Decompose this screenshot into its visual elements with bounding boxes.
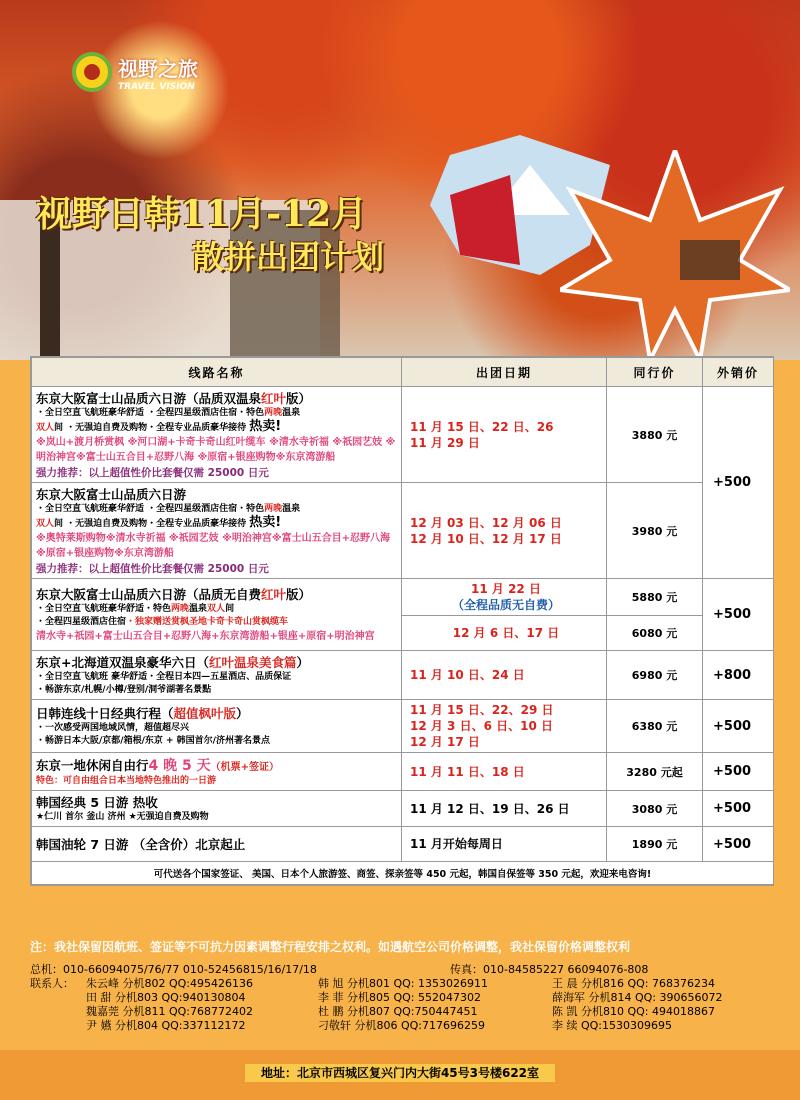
retail-price: +800 [703,651,774,700]
route-title-highlight: 红叶 [261,391,287,406]
date-note: （全程品质无自费） [451,598,560,612]
route-cell [32,483,402,579]
trade-price: 6380 元 [607,700,703,753]
trade-price: 3880 元 [607,387,703,483]
route-cell [32,387,402,483]
route-title-highlight: 4 晚 5 天 [148,758,211,774]
address-text: 地址：北京市西城区复兴门内大街45号3号楼622室 [245,1064,555,1082]
route-feature-highlight: 两晚 [171,604,190,614]
col-header-retail-price: 外销价 [703,358,774,387]
route-feature: ・全日空直飞航班豪华舒适 ・全程四星级酒店住宿・特色 [36,408,265,418]
contact-entry: 李 菲 分机805 QQ: 552047302 [318,991,481,1004]
date-line: 11 月 15 日、22 日、26 [410,419,554,434]
route-feature-highlight: 双人 [36,423,55,433]
dates-cell [402,700,607,753]
address-bar [0,1062,800,1081]
headline-line1: 视野日韩11月-12月 [36,193,368,235]
route-cell [32,753,402,791]
route-cell [32,700,402,753]
trade-price: 3980 元 [607,483,703,579]
table-row [32,791,774,827]
route-feature: ・全日空直飞航班豪华舒适・特色 [36,604,172,614]
route-feature-highlight: 双人 [36,519,55,529]
trade-price: 6080 元 [607,616,703,651]
table-row [32,579,774,616]
logo-eye-icon [72,52,112,92]
contact-entry: 田 甜 分机803 QQ:940130804 [86,991,246,1004]
route-sights: ※岚山+渡月桥赏枫 ※河口湖+卡奇卡奇山红叶缆车 ※清水寺祈福 ※祇园艺妓 ※明治神宫※富士山五合目+忍野八海 ※原宿+银座购物※东京湾游船 [36,437,396,463]
contact-entry: 李 续 QQ:1530309695 [552,1019,673,1032]
dates-cell: 11 月 10 日、24 日 [402,651,607,700]
contact-entry: 陈 凯 分机810 QQ: 494018867 [552,1005,715,1018]
maple-leaf-photo [560,150,790,360]
route-recommend: 强力推荐：以上超值性价比套餐仅需 25000 日元 [36,467,269,479]
table-row [32,387,774,483]
table-row [32,483,774,579]
route-feature: 间 ・无强迫自费及购物・全程专业品质豪华接待 [54,423,247,433]
contact-entry: 尹 嬿 分机804 QQ:337112172 [86,1019,246,1032]
route-title-end: （机票+签证） [210,762,280,773]
route-recommend: 强力推荐：以上超值性价比套餐仅需 25000 日元 [36,563,269,575]
contact-footer [30,938,772,1033]
hero-banner [0,0,800,360]
contact-entry: 朱云峰 分机802 QQ:495426136 [86,977,253,990]
date-line: 12 月 10 日、12 月 17 日 [410,531,562,546]
route-sights: ※奥特莱斯购物※清水寺祈福 ※祇园艺妓 ※明治神宫※富士山五合目+忍野八海※原宿+银座购物※东京湾游船 [36,533,390,559]
brand-logo [72,52,198,92]
col-header-trade-price: 同行价 [607,358,703,387]
dates-cell: 11 月 11 日、18 日 [402,753,607,791]
trade-price: 3280 元起 [607,753,703,791]
date-line: 11 月 15 日、22、29 日 [410,703,554,717]
date-line: 11 月 22 日 [471,582,541,596]
retail-price: +500 [703,791,774,827]
trade-price: 1890 元 [607,827,703,862]
route-feature-end: 温泉 [282,504,301,514]
route-title-end: 版） [286,587,312,602]
dates-cell [402,387,607,483]
route-title-end: ） [236,706,249,721]
hot-sale-badge: 热卖! [249,419,282,434]
table-row [32,827,774,862]
dates-cell [402,579,607,616]
route-title: 东京大阪富士山品质六日游（品质双温泉 [36,391,262,406]
route-feature: 间 ・无强迫自费及购物・全程专业品质豪华接待 [54,519,247,529]
brand-name-en: TRAVEL VISION [118,81,195,92]
table-row [32,700,774,753]
route-feature: ・全程四星级酒店住宿 [36,617,127,627]
route-feature: ・全日空直飞航班 豪华舒适・全程日本四—五星酒店、品质保证 [36,672,292,682]
contact-entry: 韩 旭 分机801 QQ: 1353026911 [318,977,488,990]
brand-name-cn: 视野之旅 [118,56,198,81]
dates-cell: 12 月 6 日、17 日 [402,616,607,651]
route-title-end: 版） [286,391,312,406]
route-title: 韩国油轮 7 日游 （全含价）北京起止 [36,837,246,852]
route-feature: 温泉 [189,604,208,614]
contact-entry: 薛海军 分机814 QQ: 390656072 [552,991,723,1004]
route-feature-highlight: 两晚 [264,408,283,418]
dates-cell [402,483,607,579]
contact-entry: 杜 鹏 分机807 QQ:750447451 [318,1005,478,1018]
trade-price: 6980 元 [607,651,703,700]
tour-table [30,356,774,886]
retail-price: +500 [703,387,774,579]
col-header-dates: 出团日期 [402,358,607,387]
contact-entry: 魏嘉莞 分机811 QQ:768772402 [86,1005,253,1018]
contacts-label: 联系人： [30,977,74,990]
route-title: 东京大阪富士山品质六日游（品质无自费 [36,587,262,602]
route-title-highlight: 红叶温泉美食篇 [208,655,297,670]
contact-entry: 王 晨 分机816 QQ: 768376234 [552,977,715,990]
route-cell [32,651,402,700]
route-feature-end: 温泉 [282,408,301,418]
fax-number: 传真：010-84585227 66094076-808 [450,963,649,976]
route-title: 日韩连线十日经典行程（ [36,706,174,721]
route-feature-end: 间 [225,604,235,614]
table-row [32,753,774,791]
route-title-highlight: 超值枫叶版 [173,706,237,721]
table-row [32,651,774,700]
route-feature: ・全日空直飞航班豪华舒适 ・全程四星级酒店住宿・特色 [36,504,265,514]
route-title: 东京+北海道双温泉豪华六日（ [36,655,209,670]
route-cell [32,579,402,651]
route-title-end: ） [296,655,310,670]
headline-line2: 散拼出团计划 [192,238,385,276]
route-cell [32,827,402,862]
route-feature: ・畅游东京/札幌/小樽/登别/洞爷湖著名景點 [36,685,212,695]
disclaimer-note: 注：我社保留因航班、签证等不可抗力因素调整行程安排之权利。如遇航空公司价格调整，我社保留价格调整权利 [30,940,631,954]
date-line: 12 月 03 日、12 月 06 日 [410,515,562,530]
table-header-row [32,358,774,387]
retail-price: +500 [703,827,774,862]
route-feature: ・畅游日本大阪/京都/箱根/东京 + 韩国首尔/济州著名景点 [36,736,270,746]
trade-price: 5880 元 [607,579,703,616]
route-sights: 清水寺+祇园+富士山五合目+忍野八海+东京湾游船+银座+原宿+明治神宫 [36,631,375,642]
main-phone: 总机：010-66094075/76/77 010-52456815/16/17/18 [30,963,317,976]
route-feature: ★仁川 首尔 釜山 济州 ★无强迫自费及购物 [36,812,209,822]
dates-cell: 11 月开始每周日 [402,827,607,862]
col-header-route: 线路名称 [32,358,402,387]
visa-row [32,862,774,885]
dates-cell: 11 月 12 日、19 日、26 日 [402,791,607,827]
route-feature-highlight: 两晚 [264,504,283,514]
date-line: 12 月 3 日、6 日、10 日 [410,719,553,733]
visa-notice: 可代送各个国家签证、 美国、日本个人旅游签、商签、探亲签等 450 元起，韩国自保签等 350 元起，欢迎来电咨询! [32,862,774,885]
retail-price: +500 [703,700,774,753]
route-cell [32,791,402,827]
contact-entry: 刁敬轩 分机806 QQ:717696259 [318,1019,485,1032]
route-title-highlight: 红叶 [261,587,287,602]
route-feature-highlight: 双人 [207,604,226,614]
hot-sale-badge: 热卖! [249,515,282,530]
date-line: 12 月 17 日 [410,735,480,749]
retail-price: +500 [703,579,774,651]
route-feature: 特色：可自由组合日本当地特色推出的一日游 [36,776,217,786]
route-title: 东京大阪富士山品质六日游 [36,487,187,502]
route-feature: ・一次感受两国地域风情，超值超尽兴 [36,723,190,733]
retail-price: +500 [703,753,774,791]
date-line: 11 月 29 日 [410,435,480,450]
route-feature-highlight: ・独家赠送赏枫圣地卡奇卡奇山赏枫缆车 [126,617,289,627]
route-title: 东京一地休闲自由行 [36,758,149,773]
trade-price: 3080 元 [607,791,703,827]
route-title: 韩国经典 5 日游 热收 [36,795,158,810]
